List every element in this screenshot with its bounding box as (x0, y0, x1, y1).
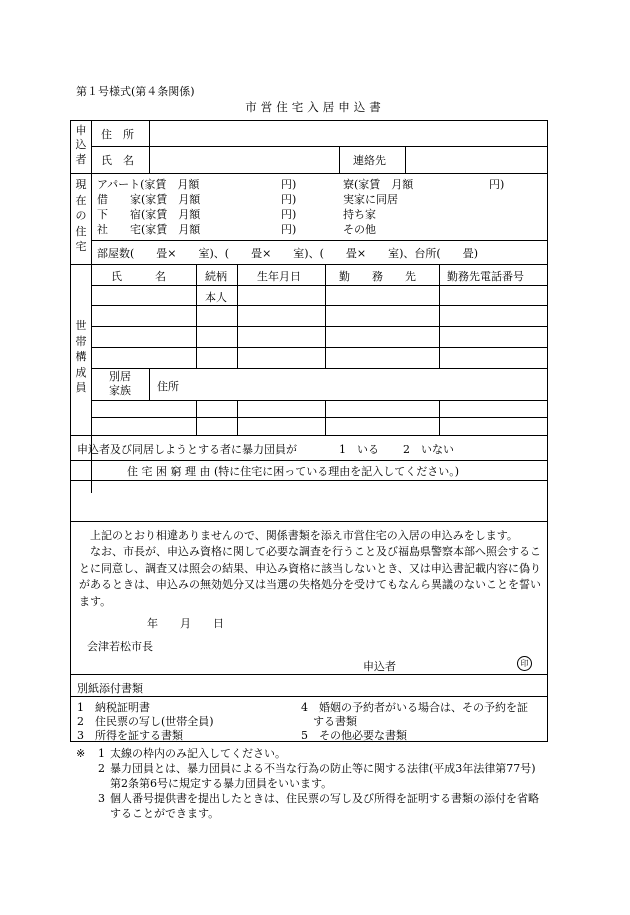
page-title: 市営住宅入居申込書 (245, 100, 385, 114)
col-relation: 続柄 (205, 270, 227, 283)
col-name: 氏 名 (111, 270, 166, 283)
applicant-side-label: 申 込 者 (75, 124, 87, 166)
form-number: 第１号様式(第４条関係) (76, 85, 195, 98)
col-birthdate: 生年月日 (257, 270, 301, 283)
notes (76, 746, 546, 821)
relation-self: 本人 (205, 291, 227, 304)
note-item: 2 暴力団員とは、暴力団員による不当な行為の防止等に関する法律(平成3年法律第77号)第2条第6号に規定する暴力団員をいいます。 (98, 762, 536, 790)
col-workplace: 勤 務 先 (339, 270, 416, 283)
separate-address-label: 住所 (157, 380, 179, 393)
note-mark: ※ (76, 747, 86, 760)
note-item: 3 個人番号提供書を提出したときは、住民票の写し及び所得を証明する書類の添付を省略することができます。 (98, 792, 539, 820)
room-count[interactable]: 部屋数( 畳× 室)、( 畳× 室)、( 畳× 室)、台所( 畳) (97, 247, 478, 260)
current-housing-side-label: 現 在 の 住 宅 (75, 178, 87, 253)
seal-mark: 印 (517, 656, 532, 671)
gang-option-no[interactable]: 2 いない (403, 443, 454, 456)
note-item: 1 太線の枠内のみ記入してください。 (98, 747, 286, 760)
name-field[interactable] (151, 148, 337, 172)
addressee: 会津若松市長 (87, 640, 153, 653)
attachments-title: 別紙添付書類 (77, 682, 143, 695)
separate-address-field[interactable] (183, 370, 545, 398)
household-member-rows[interactable] (92, 286, 547, 368)
attachment-item-5: 5 その他必要な書類 (301, 729, 407, 742)
reason-field[interactable] (73, 482, 545, 520)
reason-header: 住 宅 困 窮 理 由 (特に住宅に困っている理由を記入してください。) (127, 465, 460, 478)
address-label: 住 所 (101, 128, 134, 141)
gang-option-yes[interactable]: 1 いる (339, 443, 379, 456)
attachment-item-1: 1 納税証明書 (77, 701, 150, 714)
declaration-text: 上記のとおり相違ありませんので、関係書類を添え市営住宅の入居の申込みをします。 なお、市長が、申込み資格に関して必要な調査を行うこと及び福島県警察本部へ照会することに同意し、調査又は照会の結果、申込み資格に該当しないとき、又は申込書記載内容に偽りがあるときは、申込みの無効処分又は当選の失格処分を受けてもなんら異議のないことを誓います。 (79, 529, 541, 608)
separate-family-label: 別居 家族 (109, 370, 131, 397)
gang-question: 申込者及び同居しようとする者に暴力団員が (77, 443, 297, 456)
date-line[interactable]: 年 月 日 (147, 617, 224, 630)
name-label: 氏 名 (101, 154, 134, 167)
attachment-item-2: 2 住民票の写し(世帯全員) (77, 715, 214, 728)
contact-field[interactable] (407, 148, 545, 172)
application-form: 申 込 者 住 所 氏 名 連絡先 現 在 の 住 宅 アパート(家賃 月額 円) 寮(家賃 月額 円) 借 家(家賃 月額 円) 実家に同居 下 宿(家賃 月額 円) 持ち家 社 宅(家賃 月額 円) その他 部屋数( 畳× 室)、( 畳× 室)、( 畳× 室)、台所( 畳) 世 帯 構 成 員 氏 名 続柄 生年月日 勤 務 先 勤務先電話番号 本人 別居 家族 住所 申込者及び同居しようとする者に暴力団員が 1 いる 2 いない 住 宅 困 窮 理 由 (特に住宅に困っている理由を記入してください。) 上記のとおり相違ありませんので、関係書類を添え市営住宅の入居の申込みをします。 なお、市長が、申込み資格に関して必要な調査を行うこと及び福島県警察本部へ照会することに同意し、調査又は照会の結果、申込み資格に該当しないとき、又は申込書記載内容に偽りがあるときは、申込みの無効処分又は当選の失格処分を受けてもなんら異議のないことを誓います。 年 月 日 会津若松市長 申込者 印 (70, 120, 548, 675)
attachments-box (70, 675, 548, 742)
attachment-item-4: 4 婚姻の予約者がいる場合は、その予約を証 (301, 701, 528, 714)
applicant-label: 申込者 (363, 660, 396, 673)
contact-label: 連絡先 (353, 154, 386, 167)
attachment-item-3: 3 所得を証する書類 (77, 729, 183, 742)
attachment-item-4-cont: する書類 (313, 715, 357, 728)
col-work-phone: 勤務先電話番号 (447, 270, 524, 283)
address-field[interactable] (151, 122, 545, 145)
household-side-label: 世 帯 構 成 員 (75, 319, 87, 394)
